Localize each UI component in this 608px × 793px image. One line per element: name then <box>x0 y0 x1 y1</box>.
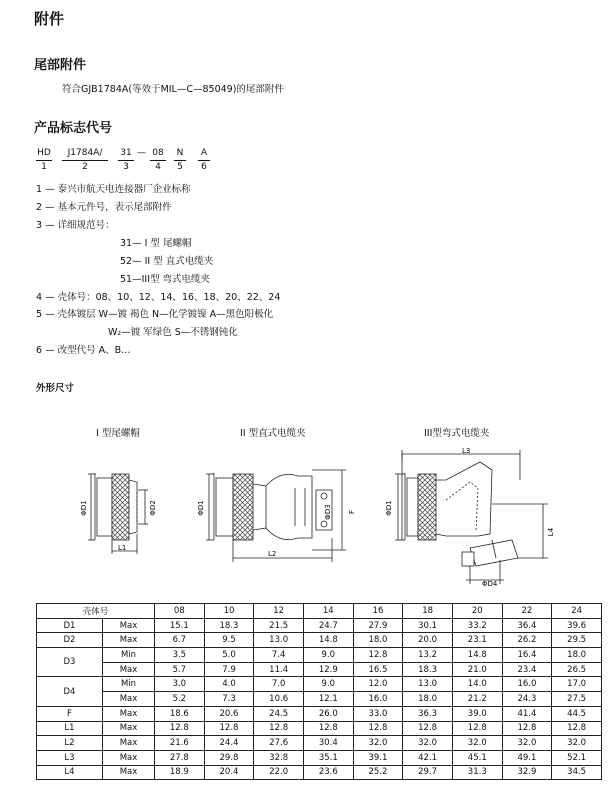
limit-type: Max <box>103 618 155 633</box>
table-cell: 9.0 <box>303 648 353 663</box>
param-name: L4 <box>37 765 103 780</box>
table-cell: 16.5 <box>353 662 403 677</box>
limit-type: Max <box>103 692 155 707</box>
code-number: 5 <box>177 162 183 172</box>
dimension-table <box>36 603 602 780</box>
table-cell: 27.8 <box>155 750 205 765</box>
param-name: L1 <box>37 721 103 736</box>
size-col: 08 <box>155 604 205 619</box>
size-col: 16 <box>353 604 403 619</box>
table-cell: 7.0 <box>254 677 304 692</box>
table-cell: 14.8 <box>303 633 353 648</box>
table-cell: 21.2 <box>452 692 502 707</box>
table-row <box>37 662 602 677</box>
code-number: 1 <box>41 162 47 172</box>
table-cell: 12.1 <box>303 692 353 707</box>
size-col: 24 <box>552 604 602 619</box>
table-cell: 30.1 <box>403 618 453 633</box>
table-cell: 24.4 <box>204 736 254 751</box>
table-cell: 24.3 <box>502 692 552 707</box>
table-row <box>37 648 602 663</box>
table-cell: 31.3 <box>452 765 502 780</box>
table-cell: 44.5 <box>552 706 602 721</box>
table-cell: 16.0 <box>353 692 403 707</box>
code-part: 31 <box>120 148 132 158</box>
code-number: 2 <box>82 162 88 172</box>
table-cell: 33.2 <box>452 618 502 633</box>
code-number: 6 <box>201 162 207 172</box>
label-f: F <box>348 509 356 515</box>
label-d1: ΦD1 <box>385 500 393 516</box>
table-cell: 21.5 <box>254 618 304 633</box>
param-name: L3 <box>37 750 103 765</box>
table-cell: 39.6 <box>552 618 602 633</box>
code-number: 4 <box>155 162 161 172</box>
size-col: 20 <box>452 604 502 619</box>
code-part: N <box>176 148 184 158</box>
table-cell: 29.5 <box>552 633 602 648</box>
table-cell: 25.2 <box>353 765 403 780</box>
dimension-drawings <box>0 440 608 600</box>
header-shell-size: 壳体号 <box>37 604 155 619</box>
table-cell: 13.0 <box>254 633 304 648</box>
limit-type: Min <box>103 648 155 663</box>
table-cell: 7.9 <box>204 662 254 677</box>
label-d3: ΦD3 <box>324 504 332 520</box>
table-cell: 3.5 <box>155 648 205 663</box>
table-cell: 18.3 <box>204 618 254 633</box>
code-item-3-type1: 31— I 型 尾螺帽 <box>120 238 192 249</box>
section-description: 符合GJB1784A(等效于MIL—C—85049)的尾部附件 <box>62 84 284 95</box>
table-cell: 18.9 <box>155 765 205 780</box>
section-title-dimensions: 外形尺寸 <box>36 383 75 394</box>
table-cell: 27.6 <box>254 736 304 751</box>
figure-caption-type3: III型弯式电缆夹 <box>424 428 490 439</box>
table-cell: 32.0 <box>552 736 602 751</box>
label-l4: L4 <box>547 527 555 537</box>
table-cell: 32.0 <box>353 736 403 751</box>
param-name: L2 <box>37 736 103 751</box>
table-cell: 5.7 <box>155 662 205 677</box>
table-cell: 17.0 <box>552 677 602 692</box>
size-col: 22 <box>502 604 552 619</box>
table-cell: 13.0 <box>403 677 453 692</box>
table-cell: 36.4 <box>502 618 552 633</box>
code-part: 08 <box>152 148 164 158</box>
table-cell: 26.2 <box>502 633 552 648</box>
code-item-3-type2: 52— II 型 直式电缆夹 <box>120 256 214 267</box>
table-cell: 12.8 <box>353 721 403 736</box>
type3-drawing <box>395 450 548 584</box>
param-name: F <box>37 706 103 721</box>
table-cell: 5.2 <box>155 692 205 707</box>
table-cell: 11.4 <box>254 662 304 677</box>
param-name: D1 <box>37 618 103 633</box>
table-cell: 7.4 <box>254 648 304 663</box>
table-cell: 34.5 <box>552 765 602 780</box>
table-cell: 41.4 <box>502 706 552 721</box>
size-col: 14 <box>303 604 353 619</box>
table-cell: 24.7 <box>303 618 353 633</box>
code-item-6: 6 — 改型代号 A、B… <box>36 345 131 356</box>
label-d1: ΦD1 <box>80 500 88 516</box>
table-header-row <box>37 604 602 619</box>
code-item-3-type3: 51—III型 弯式电缆夹 <box>120 274 211 285</box>
table-cell: 10.6 <box>254 692 304 707</box>
table-cell: 32.0 <box>403 736 453 751</box>
section-title-tail-accessory: 尾部附件 <box>34 58 87 73</box>
table-cell: 12.8 <box>452 721 502 736</box>
code-part: HD <box>37 148 51 158</box>
table-cell: 14.0 <box>452 677 502 692</box>
table-cell: 27.5 <box>552 692 602 707</box>
param-name: D4 <box>37 677 103 706</box>
table-cell: 12.0 <box>353 677 403 692</box>
table-row <box>37 618 602 633</box>
table-cell: 42.1 <box>403 750 453 765</box>
table-cell: 36.3 <box>403 706 453 721</box>
code-item-2: 2 — 基本元件号，表示尾部附件 <box>36 202 172 213</box>
table-cell: 16.4 <box>502 648 552 663</box>
table-cell: 20.4 <box>204 765 254 780</box>
table-cell: 12.8 <box>552 721 602 736</box>
table-cell: 15.1 <box>155 618 205 633</box>
table-cell: 26.5 <box>552 662 602 677</box>
table-cell: 29.7 <box>403 765 453 780</box>
table-cell: 12.8 <box>353 648 403 663</box>
label-d4: ΦD4 <box>482 580 498 588</box>
table-cell: 6.7 <box>155 633 205 648</box>
size-col: 18 <box>403 604 453 619</box>
page-title: 附件 <box>34 10 65 28</box>
label-l3: L3 <box>462 447 471 455</box>
table-cell: 9.5 <box>204 633 254 648</box>
table-cell: 12.8 <box>403 721 453 736</box>
table-cell: 26.0 <box>303 706 353 721</box>
table-row <box>37 633 602 648</box>
label-l2: L2 <box>268 550 277 558</box>
code-dash: — <box>137 148 146 158</box>
table-cell: 13.2 <box>403 648 453 663</box>
table-cell: 12.8 <box>204 721 254 736</box>
label-d1: ΦD1 <box>197 500 205 516</box>
table-cell: 20.0 <box>403 633 453 648</box>
table-cell: 29.8 <box>204 750 254 765</box>
table-cell: 21.0 <box>452 662 502 677</box>
param-name: D3 <box>37 648 103 677</box>
code-item-1: 1 — 泰兴市航天电连接器厂企业标称 <box>36 184 191 195</box>
table-row <box>37 736 602 751</box>
label-d2: ΦD2 <box>149 500 157 516</box>
table-cell: 18.6 <box>155 706 205 721</box>
limit-type: Max <box>103 721 155 736</box>
table-cell: 18.0 <box>552 648 602 663</box>
limit-type: Max <box>103 750 155 765</box>
label-l1: L1 <box>118 544 127 552</box>
table-cell: 7.3 <box>204 692 254 707</box>
table-cell: 23.6 <box>303 765 353 780</box>
table-cell: 39.0 <box>452 706 502 721</box>
table-cell: 12.8 <box>155 721 205 736</box>
table-cell: 23.4 <box>502 662 552 677</box>
table-cell: 20.6 <box>204 706 254 721</box>
table-row <box>37 721 602 736</box>
table-cell: 49.1 <box>502 750 552 765</box>
table-cell: 24.5 <box>254 706 304 721</box>
table-row <box>37 750 602 765</box>
table-cell: 33.0 <box>353 706 403 721</box>
table-cell: 12.9 <box>303 662 353 677</box>
table-cell: 32.0 <box>452 736 502 751</box>
table-cell: 32.8 <box>254 750 304 765</box>
code-item-4: 4 — 壳体号：08、10、12、14、16、18、20、22、24 <box>36 292 281 303</box>
code-part: A <box>200 148 208 158</box>
table-cell: 16.0 <box>502 677 552 692</box>
limit-type: Max <box>103 765 155 780</box>
table-cell: 3.0 <box>155 677 205 692</box>
code-number: 3 <box>123 162 129 172</box>
size-col: 12 <box>254 604 304 619</box>
table-cell: 39.1 <box>353 750 403 765</box>
table-cell: 35.1 <box>303 750 353 765</box>
code-part: J1784A/ <box>67 148 103 158</box>
code-item-3: 3 — 详细规范号： <box>36 220 115 231</box>
limit-type: Max <box>103 736 155 751</box>
table-cell: 18.3 <box>403 662 453 677</box>
table-cell: 9.0 <box>303 677 353 692</box>
table-cell: 21.6 <box>155 736 205 751</box>
limit-type: Max <box>103 662 155 677</box>
table-cell: 22.0 <box>254 765 304 780</box>
figure-caption-type2: II 型直式电缆夹 <box>240 428 306 439</box>
table-cell: 12.8 <box>303 721 353 736</box>
table-cell: 4.0 <box>204 677 254 692</box>
section-title-product-code: 产品标志代号 <box>34 121 113 136</box>
table-cell: 12.8 <box>502 721 552 736</box>
table-cell: 23.1 <box>452 633 502 648</box>
code-item-5-cont: W₂—镀 军绿色 S—不锈钢钝化 <box>108 327 238 338</box>
table-cell: 45.1 <box>452 750 502 765</box>
table-cell: 32.0 <box>502 736 552 751</box>
code-item-5: 5 — 壳体镀层 W—镀 褐色 N—化学镀镍 A—黑色阳极化 <box>36 309 274 320</box>
table-row <box>37 706 602 721</box>
table-cell: 32.9 <box>502 765 552 780</box>
table-cell: 5.0 <box>204 648 254 663</box>
limit-type: Max <box>103 633 155 648</box>
param-name: D2 <box>37 633 103 648</box>
table-row <box>37 765 602 780</box>
table-row <box>37 677 602 692</box>
table-cell: 18.0 <box>353 633 403 648</box>
table-cell: 18.0 <box>403 692 453 707</box>
size-col: 10 <box>204 604 254 619</box>
figure-caption-type1: I 型尾螺帽 <box>96 428 140 439</box>
type1-drawing <box>88 473 148 554</box>
limit-type: Max <box>103 706 155 721</box>
table-cell: 27.9 <box>353 618 403 633</box>
table-cell: 52.1 <box>552 750 602 765</box>
table-row <box>37 692 602 707</box>
table-cell: 12.8 <box>254 721 304 736</box>
table-cell: 30.4 <box>303 736 353 751</box>
table-cell: 14.8 <box>452 648 502 663</box>
limit-type: Min <box>103 677 155 692</box>
